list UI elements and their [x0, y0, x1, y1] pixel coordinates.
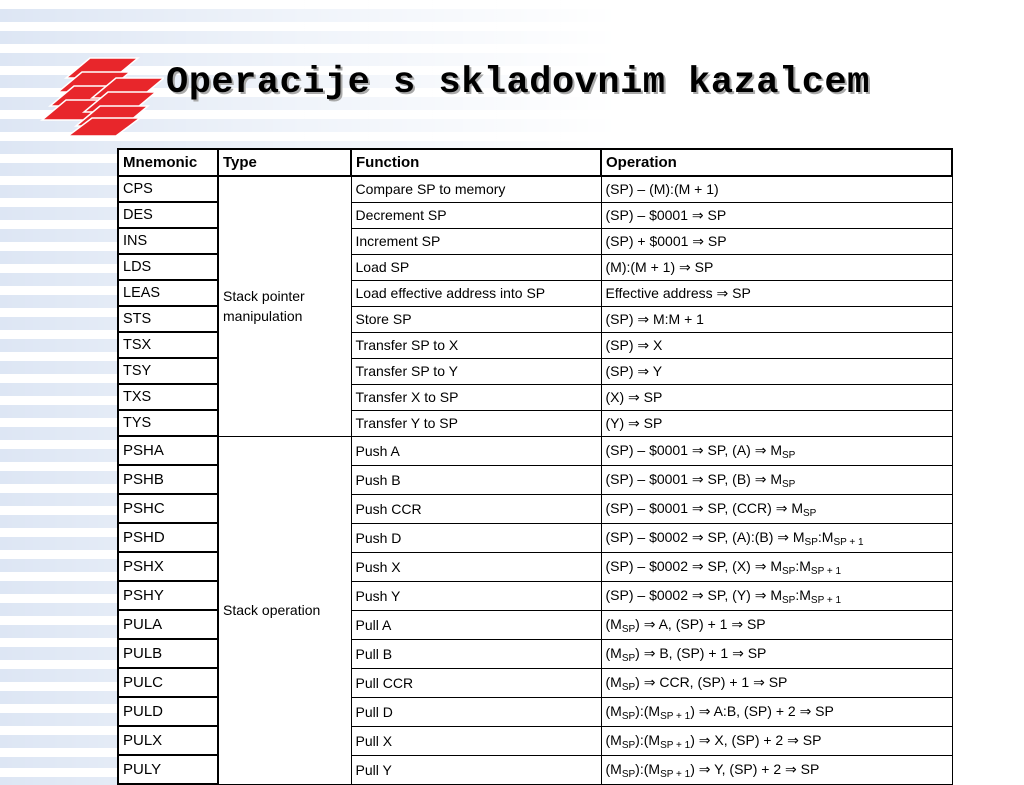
operation-cell: (SP) – $0001 ⇒ SP, (A) ⇒ $M_{SP}$ [601, 436, 952, 465]
operation-cell: (X) ⇒ SP [601, 384, 952, 410]
function-cell: Push X [351, 552, 601, 581]
function-cell: Pull B [351, 639, 601, 668]
function-cell: Pull CCR [351, 668, 601, 697]
function-cell: Load effective address into SP [351, 280, 601, 306]
function-cell: Pull X [351, 726, 601, 755]
mnemonic-cell: PSHY [118, 581, 218, 610]
function-cell: Push CCR [351, 494, 601, 523]
mnemonic-cell: CPS [118, 176, 218, 202]
header-type: Type [218, 149, 351, 176]
operation-cell: (SP) – $0001 ⇒ SP [601, 202, 952, 228]
function-cell: Transfer SP to X [351, 332, 601, 358]
function-cell: Decrement SP [351, 202, 601, 228]
function-cell: Pull D [351, 697, 601, 726]
function-cell: Pull A [351, 610, 601, 639]
table-row [118, 436, 952, 465]
function-cell: Push Y [351, 581, 601, 610]
mnemonic-cell: PULA [118, 610, 218, 639]
function-cell: Transfer SP to Y [351, 358, 601, 384]
operation-cell: (SP) – $0001 ⇒ SP, (CCR) ⇒ $M_{SP}$ [601, 494, 952, 523]
header-operation: Operation [601, 149, 952, 176]
mnemonic-cell: TSY [118, 358, 218, 384]
mnemonic-cell: TYS [118, 410, 218, 436]
function-cell: Load SP [351, 254, 601, 280]
mnemonic-cell: PULY [118, 755, 218, 784]
operation-cell: (SP) – (M):(M + 1) [601, 176, 952, 202]
slide-title: Operacije s skladovnim kazalcem [166, 62, 870, 104]
operation-cell: (SP) – $0001 ⇒ SP, (B) ⇒ $M_{SP}$ [601, 465, 952, 494]
mnemonic-cell: LEAS [118, 280, 218, 306]
operation-cell: (M):(M + 1) ⇒ SP [601, 254, 952, 280]
operation-cell: (SP) – $0002 ⇒ SP, (Y) ⇒ $M_{SP}:M_{SP + 1}$ [601, 581, 952, 610]
operation-cell: (SP) + $0001 ⇒ SP [601, 228, 952, 254]
table-row [118, 176, 952, 202]
operation-cell: $(M_{SP}):(M_{SP + 1})$ ⇒ Y, (SP) + 2 ⇒ SP [601, 755, 952, 784]
mnemonic-cell: DES [118, 202, 218, 228]
function-cell: Push A [351, 436, 601, 465]
mnemonic-cell: TSX [118, 332, 218, 358]
operation-cell: (Y) ⇒ SP [601, 410, 952, 436]
function-cell: Push D [351, 523, 601, 552]
operation-cell: $(M_{SP}):(M_{SP + 1})$ ⇒ X, (SP) + 2 ⇒ SP [601, 726, 952, 755]
red-stripes-logo [40, 56, 164, 138]
function-cell: Transfer Y to SP [351, 410, 601, 436]
operation-cell: $(M_{SP})$ ⇒ CCR, (SP) + 1 ⇒ SP [601, 668, 952, 697]
type-cell: Stack operation [218, 436, 351, 784]
mnemonic-cell: PSHX [118, 552, 218, 581]
mnemonic-cell: PSHA [118, 436, 218, 465]
header-function: Function [351, 149, 601, 176]
mnemonic-cell: LDS [118, 254, 218, 280]
header-mnemonic: Mnemonic [118, 149, 218, 176]
mnemonic-cell: PULD [118, 697, 218, 726]
operation-cell: $(M_{SP})$ ⇒ B, (SP) + 1 ⇒ SP [601, 639, 952, 668]
function-cell: Store SP [351, 306, 601, 332]
mnemonic-cell: PULB [118, 639, 218, 668]
operation-cell: (SP) ⇒ M:M + 1 [601, 306, 952, 332]
operation-cell: (SP) – $0002 ⇒ SP, (A):(B) ⇒ $M_{SP}:M_{SP + 1}$ [601, 523, 952, 552]
function-cell: Compare SP to memory [351, 176, 601, 202]
operation-cell: (SP) ⇒ X [601, 332, 952, 358]
mnemonic-cell: TXS [118, 384, 218, 410]
mnemonic-cell: PSHC [118, 494, 218, 523]
stack-operations-table [117, 148, 953, 785]
mnemonic-cell: PSHB [118, 465, 218, 494]
function-cell: Increment SP [351, 228, 601, 254]
mnemonic-cell: INS [118, 228, 218, 254]
mnemonic-cell: PULX [118, 726, 218, 755]
mnemonic-cell: STS [118, 306, 218, 332]
table-header-row [118, 149, 952, 176]
function-cell: Push B [351, 465, 601, 494]
operation-cell: (SP) ⇒ Y [601, 358, 952, 384]
operation-cell: Effective address ⇒ SP [601, 280, 952, 306]
function-cell: Pull Y [351, 755, 601, 784]
mnemonic-cell: PULC [118, 668, 218, 697]
type-cell: Stack pointer manipulation [218, 176, 351, 436]
operation-cell: (SP) – $0002 ⇒ SP, (X) ⇒ $M_{SP}:M_{SP + 1}$ [601, 552, 952, 581]
operation-cell: $(M_{SP})$ ⇒ A, (SP) + 1 ⇒ SP [601, 610, 952, 639]
mnemonic-cell: PSHD [118, 523, 218, 552]
operation-cell: $(M_{SP}):(M_{SP + 1})$ ⇒ A:B, (SP) + 2 ⇒ SP [601, 697, 952, 726]
function-cell: Transfer X to SP [351, 384, 601, 410]
